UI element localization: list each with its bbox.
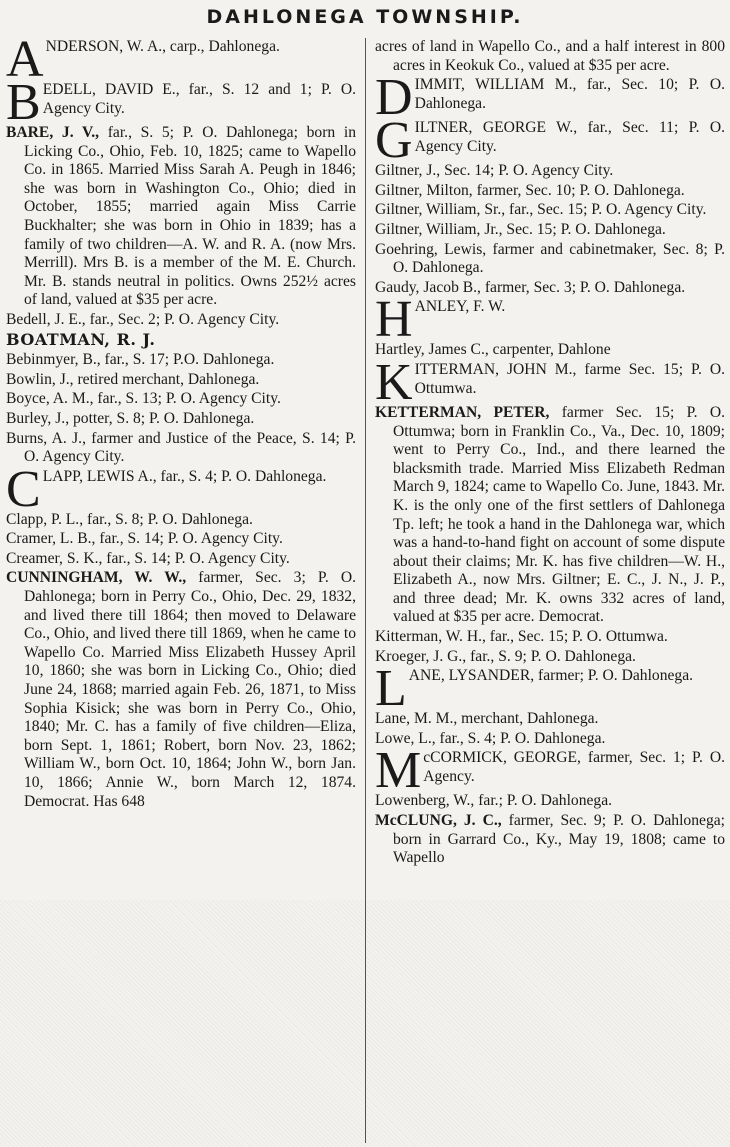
entry-name: KETTERMAN, PETER, bbox=[375, 403, 550, 421]
entry-text: far., S. 4; P. O. Dahlonega. bbox=[156, 467, 327, 485]
entry-text: Bebinmyer, B., far., S. 17; P.O. Dahlonega. bbox=[6, 351, 275, 369]
directory-entry bbox=[6, 430, 356, 467]
drop-cap-letter: M bbox=[375, 742, 422, 800]
directory-entry bbox=[375, 69, 726, 127]
entry-text: farmer, Sec. 3; P. O. Dahlonega; born in Perry Co., Ohio, Dec. 29, 1832, and lived there till 1864; then moved to Delaware Co., Ohio, and lived there till 1869, when he came to Wapello Co. Married Miss Elizabeth Hussey April 10, 1860; she was born in Licking Co., Ohio; died June 24, 1868; married again Feb. 26, 1871, to Miss Sophia Kisick; she was born in Perry Co., Ohio, 1840; Mr. C. has a family of five children—Eliza, born Sept. 1, 1861; Robert, born Nov. 23, 1862; William W., born Oct. 10, 1864; John W., born Jan. 10, 1866; Annie W., born March 12, 1874. Democrat. Has 648 bbox=[24, 569, 356, 810]
directory-entry bbox=[6, 390, 356, 409]
directory-entry bbox=[6, 74, 357, 131]
directory-entry bbox=[375, 291, 725, 349]
entry-name: IMMIT, WILLIAM M., bbox=[414, 76, 577, 94]
drop-cap-letter: K bbox=[375, 353, 413, 411]
entry-text: far., Sec. 11; P. O. Agency City. bbox=[414, 119, 726, 155]
drop-cap-letter: A bbox=[6, 31, 44, 88]
directory-entry bbox=[6, 511, 356, 530]
drop-cap-letter: B bbox=[6, 74, 41, 131]
directory-entry bbox=[375, 241, 725, 278]
directory-entry bbox=[6, 460, 356, 518]
column-divider bbox=[365, 38, 366, 1143]
entry-text: Lowe, L., far., S. 4; P. O. Dahlonega. bbox=[375, 729, 606, 747]
directory-entry bbox=[6, 31, 356, 88]
entry-text: carp., Dahlonega. bbox=[166, 38, 280, 55]
entry-heading: BOATMAN, R. J. bbox=[6, 329, 156, 349]
entry-text: Giltner, Milton, farmer, Sec. 10; P. O. Dahlonega. bbox=[375, 181, 685, 199]
directory-entry bbox=[375, 182, 725, 201]
directory-entry bbox=[6, 311, 356, 330]
directory-entry bbox=[6, 351, 356, 370]
directory-entry bbox=[375, 279, 725, 298]
directory-entry bbox=[375, 162, 725, 181]
entry-text: Kroeger, J. G., far., S. 9; P. O. Dahlonega. bbox=[375, 647, 636, 665]
directory-entry bbox=[375, 792, 725, 811]
entry-text: Giltner, J., Sec. 14; P. O. Agency City. bbox=[375, 162, 614, 180]
entry-text: acres of land in Wapello Co., and a half interest in 800 acres in Keokuk Co., valued at $35 per acre. bbox=[375, 38, 725, 74]
drop-cap-letter: L bbox=[375, 660, 407, 718]
directory-entry bbox=[375, 112, 726, 170]
entry-text: Goehring, Lewis, farmer and cabinetmaker, Sec. 8; P. O. Dahlonega. bbox=[375, 240, 725, 277]
entry-text: farmer, Sec. 9; P. O. Dahlonega; born in Garrard Co., Ky., May 19, 1808; came to Wapello bbox=[393, 812, 725, 867]
entry-name: McCLUNG, J. C., bbox=[375, 812, 502, 830]
entry-text: far., Sec. 10; P. O. Dahlonega. bbox=[414, 76, 726, 112]
directory-entry bbox=[375, 221, 725, 240]
page-title: DAHLONEGA TOWNSHIP. bbox=[206, 6, 524, 28]
directory-entry bbox=[6, 410, 356, 429]
drop-cap-letter: C bbox=[6, 460, 41, 518]
directory-entry bbox=[375, 812, 725, 868]
entry-text: Kitterman, W. H., far., Sec. 15; P. O. Ottumwa. bbox=[375, 628, 668, 646]
entry-name: NDERSON, W. A., bbox=[45, 38, 167, 55]
entry-text: Burns, A. J., farmer and Justice of the Peace, S. 14; P. O. Agency City. bbox=[6, 429, 356, 466]
drop-cap-letter: D bbox=[375, 69, 413, 127]
entry-text: far., S. 5; P. O. Dahlonega; born in Licking Co., Ohio, Feb. 10, 1825; came to Wapello Co. in 1865. Married Miss Sarah A. Peugh in 1846; she was born in Washington Co., Ohio; died in October, 1855; married again Miss Carrie Buckhalter; she was born in Ohio in 1839; has a family of two children—A. W. and R. A. (now Mrs. Merrill). Mrs B. is a member of the M. E. Church. Mr. B. stands neutral in politics. Owns 252½ acres of land, valued at $35 per acre. bbox=[24, 124, 356, 309]
directory-entry bbox=[375, 201, 725, 220]
entry-text: Burley, J., potter, S. 8; P. O. Dahlonega. bbox=[6, 409, 255, 427]
entry-text: far., S. 12 and 1; P. O. Agency City. bbox=[42, 81, 357, 117]
entry-text: Lane, M. M., merchant, Dahlonega. bbox=[375, 710, 599, 728]
directory-entry bbox=[6, 371, 356, 390]
entry-text: farmer; P. O. Dahlonega. bbox=[534, 667, 694, 685]
directory-entry bbox=[6, 569, 356, 811]
directory-entry bbox=[6, 530, 356, 549]
entry-name: EDELL, DAVID E., bbox=[42, 81, 180, 98]
left-column bbox=[6, 31, 357, 812]
entry-text: Cramer, L. B., far., S. 14; P. O. Agency City. bbox=[6, 530, 283, 548]
entry-text: Gaudy, Jacob B., farmer, Sec. 3; P. O. Dahlonega. bbox=[375, 278, 686, 296]
entry-text: Giltner, William, Sr., far., Sec. 15; P. O. Agency City. bbox=[375, 201, 707, 219]
entry-name: ITTERMAN, JOHN M., bbox=[414, 360, 577, 378]
directory-entry bbox=[375, 730, 725, 749]
entry-text: farmer, Sec. 1; P. O. Agency. bbox=[423, 749, 725, 786]
directory-entry bbox=[375, 341, 725, 360]
directory-entry bbox=[375, 742, 725, 800]
entry-name: cCORMICK, GEORGE, bbox=[423, 749, 581, 767]
directory-entry bbox=[375, 353, 725, 411]
entry-text: Clapp, P. L., far., S. 8; P. O. Dahlonega. bbox=[6, 510, 253, 528]
directory-entry bbox=[6, 331, 356, 351]
entry-text: Bowlin, J., retired merchant, Dahlonega. bbox=[6, 370, 260, 388]
directory-entry bbox=[375, 38, 725, 75]
directory-entry bbox=[6, 124, 356, 310]
entry-text: Boyce, A. M., far., S. 13; P. O. Agency City. bbox=[6, 390, 281, 408]
drop-cap-letter: H bbox=[375, 291, 413, 349]
directory-entry bbox=[375, 710, 725, 729]
entry-text: Hartley, James C., carpenter, Dahlone bbox=[375, 341, 611, 359]
directory-entry bbox=[375, 648, 725, 667]
entry-text: Giltner, William, Jr., Sec. 15; P. O. Dahlonega. bbox=[375, 220, 666, 238]
right-column bbox=[375, 38, 725, 869]
entry-text: farmer Sec. 15; P. O. Ottumwa; born in Franklin Co., Va., Dec. 10, 1809; went to Perry Co., Ind., and there learned the blacksmith trade. Married Miss Elizabeth Redman March 9, 1824; came to Wapello Co. June, 1843. Mr. K. is the only one of the first settlers of Dahlonega Tp. left; he took a hand in the Dahlonega war, which was a hand-to-hand fight on account of some dispute about their claims; Mr. K. has five children—W. H., Elizabeth A., now Mrs. Giltner; E. C., J. N., J. P., and three dead; Mr. K. owns 332 acres of land, valued at $35 per acre. Democrat. bbox=[393, 403, 725, 626]
entry-name: ANE, LYSANDER, bbox=[408, 667, 535, 685]
entry-name: ANLEY, F. W. bbox=[414, 298, 506, 316]
directory-entry bbox=[6, 550, 356, 569]
entry-text: farme Sec. 15; P. O. Ottumwa. bbox=[414, 360, 725, 397]
directory-entry bbox=[375, 628, 725, 647]
entry-name: LAPP, LEWIS A., bbox=[42, 467, 157, 485]
drop-cap-letter: G bbox=[375, 112, 413, 170]
directory-entry bbox=[375, 404, 725, 627]
entry-name: CUNNINGHAM, W. W., bbox=[6, 569, 187, 587]
directory-entry bbox=[375, 660, 725, 718]
entry-text: Creamer, S. K., far., S. 14; P. O. Agency City. bbox=[6, 549, 290, 567]
entry-name: ILTNER, GEORGE W., bbox=[414, 119, 578, 137]
entry-text: Bedell, J. E., far., Sec. 2; P. O. Agency City. bbox=[6, 310, 280, 328]
entry-text: Lowenberg, W., far.; P. O. Dahlonega. bbox=[375, 792, 613, 810]
entry-name: BARE, J. V., bbox=[6, 124, 100, 141]
